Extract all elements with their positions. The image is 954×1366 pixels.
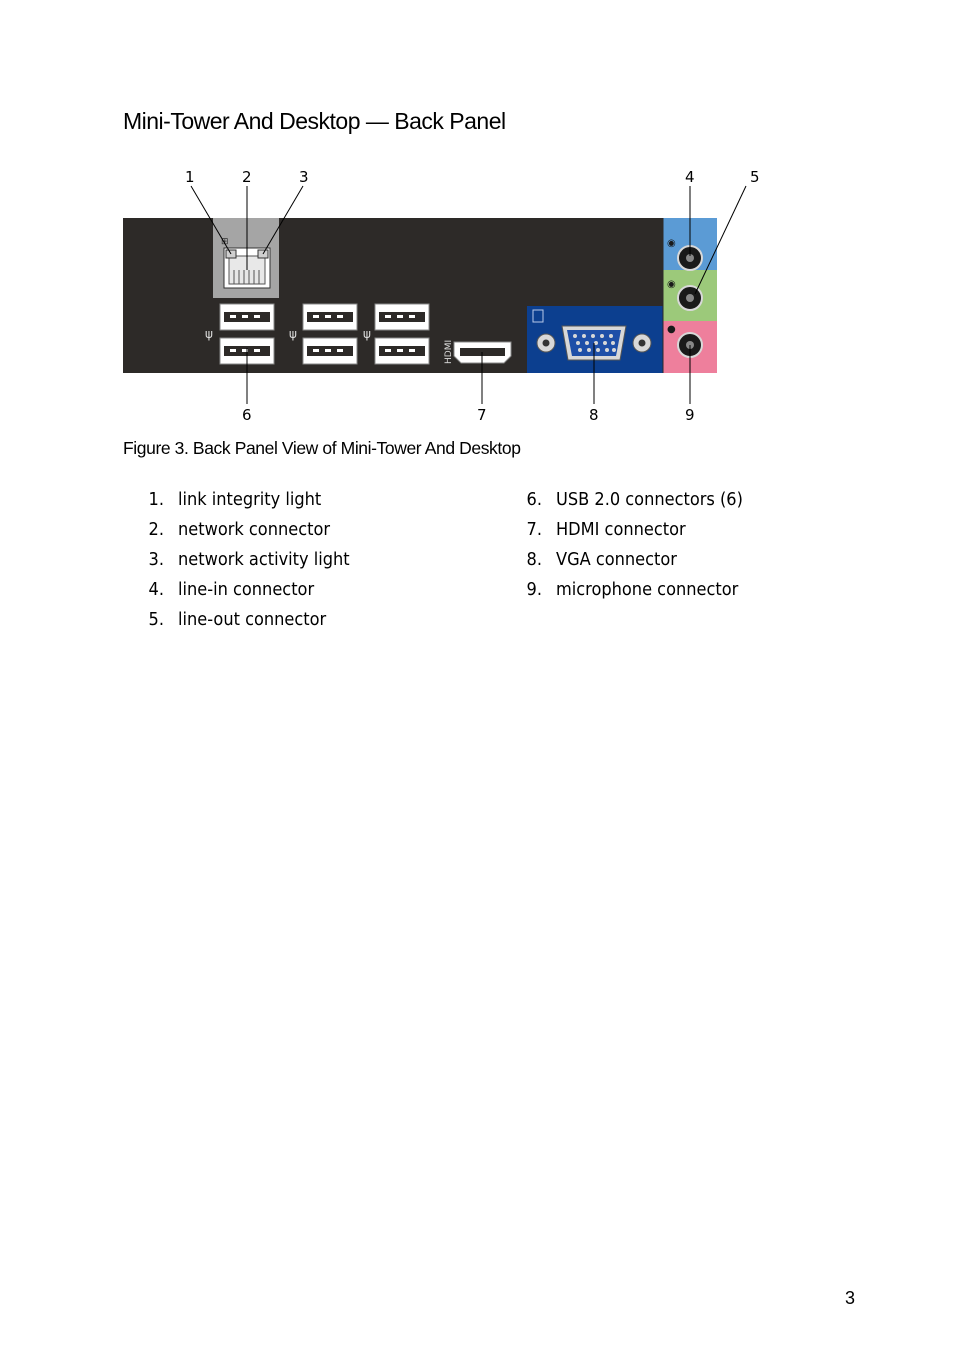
usb-icon: ψ [205,327,213,341]
line-in-icon: ◉ [667,238,676,249]
legend-label: network connector [178,519,331,540]
callout-5: 5 [750,168,760,186]
legend-label: network activity light [178,549,350,570]
legend-item: 1. link integrity light [148,489,322,510]
callout-7: 7 [477,406,487,424]
legend-list-left [136,486,350,636]
callout-8: 8 [589,406,599,424]
legend-item: 6. USB 2.0 connectors (6) [526,489,743,510]
usb-icon: ψ [363,327,371,341]
back-panel-figure [123,160,760,428]
callout-2: 2 [242,168,252,186]
legend-label: microphone connector [556,579,739,600]
page-number: 3 [845,1288,856,1308]
figure-caption: Figure 3. Back Panel View of Mini-Tower And Desktop [123,438,521,458]
back-panel-illustration [123,160,760,428]
callout-3: 3 [299,168,309,186]
legend-item: 8. VGA connector [526,549,677,570]
usb-icon: ψ [289,327,297,341]
legend-item: 3. network activity light [148,549,350,570]
legend-item: 5. line-out connector [148,609,327,630]
legend-label: USB 2.0 connectors (6) [556,489,743,510]
legend-label: HDMI connector [556,519,686,540]
callout-4: 4 [685,168,695,186]
legend-item: 9. microphone connector [526,579,739,600]
legend-item: 2. network connector [148,519,331,540]
legend-item: 4. line-in connector [148,579,315,600]
legend-label: link integrity light [178,489,322,510]
legend-item: 7. HDMI connector [526,519,686,540]
callout-6: 6 [242,406,252,424]
legend-list-right [514,486,743,606]
legend-label: line-in connector [178,579,315,600]
legend-label: line-out connector [178,609,327,630]
microphone-icon: ● [667,324,676,335]
svg-text:⊞: ⊞ [221,237,229,247]
section-title: Mini-Tower And Desktop — Back Panel [123,108,506,134]
hdmi-label: HDMI [444,339,454,364]
callout-9: 9 [685,406,695,424]
line-out-icon: ◉ [667,279,676,290]
legend-label: VGA connector [556,549,677,570]
callout-1: 1 [185,168,195,186]
